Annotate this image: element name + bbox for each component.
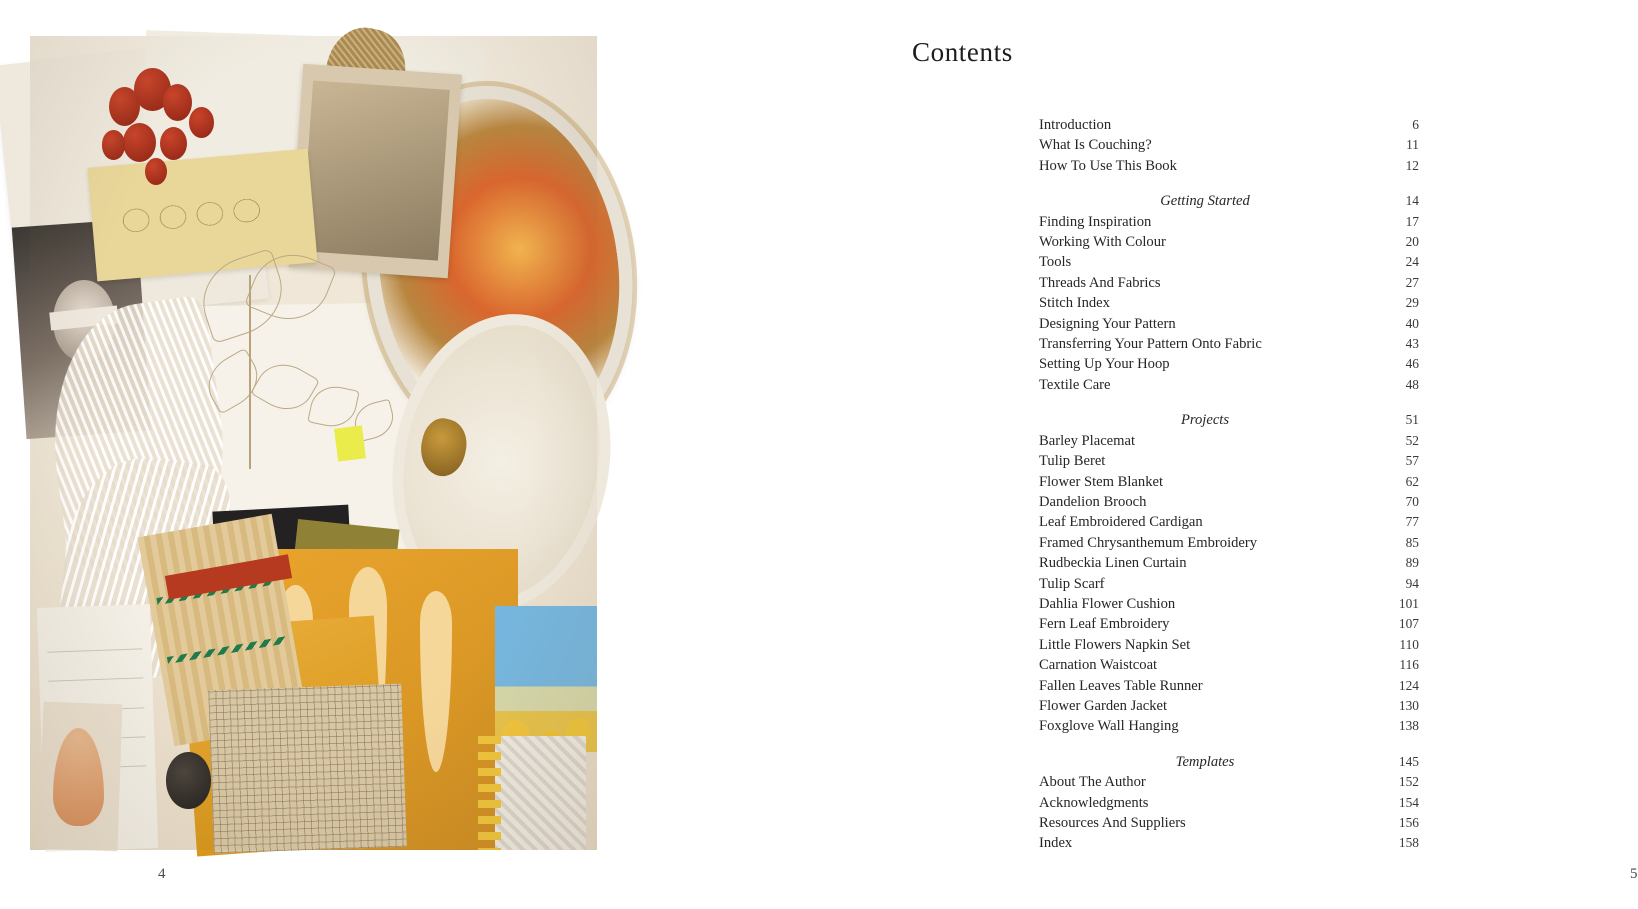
toc-entry-row[interactable] [1039, 696, 1419, 716]
toc-entry-label: Flower Garden Jacket [1039, 697, 1168, 714]
toc-entry-row[interactable] [1039, 492, 1419, 512]
toc-entry-row[interactable] [1039, 314, 1419, 334]
toc-entry-page: 17 [1405, 213, 1419, 229]
toc-entry-page: 94 [1405, 575, 1419, 591]
table-of-contents [1039, 115, 1419, 854]
toc-entry-label: Tools [1039, 254, 1072, 271]
toc-entry-row[interactable] [1039, 334, 1419, 354]
lace-swatch [495, 736, 586, 850]
toc-entry-page: 130 [1398, 697, 1419, 713]
toc-entry-label: Dandelion Brooch [1039, 493, 1147, 510]
toc-entry-row[interactable] [1039, 772, 1419, 792]
toc-spacer [1039, 176, 1419, 191]
moodboard-photo [30, 36, 597, 850]
toc-entry-page: 158 [1398, 835, 1419, 851]
toc-entry-label: Templates [1175, 753, 1235, 770]
toc-entry-label: Little Flowers Napkin Set [1039, 636, 1191, 653]
collage-illustration [30, 36, 597, 850]
toc-entry-row[interactable] [1039, 273, 1419, 293]
toc-entry-label: Tulip Scarf [1039, 575, 1105, 592]
toc-entry-label: Dahlia Flower Cushion [1039, 595, 1176, 612]
toc-entry-label: Leaf Embroidered Cardigan [1039, 514, 1203, 531]
toc-entry-label: Getting Started [1160, 193, 1250, 210]
toc-section-row[interactable] [1039, 191, 1419, 211]
toc-entry-page: 145 [1398, 753, 1419, 769]
toc-entry-row[interactable] [1039, 472, 1419, 492]
toc-section-row[interactable] [1039, 752, 1419, 772]
toc-entry-row[interactable] [1039, 655, 1419, 675]
toc-entry-row[interactable] [1039, 813, 1419, 833]
toc-entry-page: 40 [1405, 315, 1419, 331]
toc-entry-label: Flower Stem Blanket [1039, 473, 1164, 490]
toc-entry-page: 57 [1405, 453, 1419, 469]
botanical-line-drawing [177, 248, 415, 525]
sticky-note-icon [334, 425, 366, 461]
toc-entry-page: 27 [1405, 274, 1419, 290]
toc-entry-label: What Is Couching? [1039, 137, 1152, 154]
toc-entry-label: Stitch Index [1039, 295, 1110, 312]
toc-entry-row[interactable] [1039, 716, 1419, 736]
toc-entry-row[interactable] [1039, 232, 1419, 252]
toc-spacer [1039, 737, 1419, 752]
toc-entry-row[interactable] [1039, 293, 1419, 313]
toc-entry-row[interactable] [1039, 354, 1419, 374]
right-page [722, 0, 1638, 909]
toc-entry-label: Barley Placemat [1039, 432, 1136, 449]
toc-spacer [1039, 395, 1419, 410]
toc-section-row[interactable] [1039, 410, 1419, 430]
postcard-image [302, 80, 450, 260]
toc-entry-row[interactable] [1039, 676, 1419, 696]
dried-flowers-icon [98, 52, 279, 247]
toc-entry-label: Finding Inspiration [1039, 213, 1152, 230]
toc-entry-page: 14 [1405, 193, 1419, 209]
toc-entry-page: 101 [1398, 595, 1419, 611]
toc-entry-page: 48 [1405, 376, 1419, 392]
toc-entry-label: Framed Chrysanthemum Embroidery [1039, 534, 1258, 551]
toc-entry-row[interactable] [1039, 431, 1419, 451]
toc-entry-page: 156 [1398, 815, 1419, 830]
scalloped-trim-swatch [478, 736, 501, 850]
field-photo [495, 606, 597, 753]
toc-entry-label: Acknowledgments [1039, 794, 1149, 811]
toc-entry-label: Introduction [1039, 117, 1112, 133]
toc-entry-page: 24 [1405, 254, 1419, 270]
toc-entry-page: 77 [1405, 514, 1419, 530]
toc-entry-page: 116 [1399, 657, 1419, 673]
toc-entry-page: 12 [1405, 157, 1419, 173]
toc-entry-row[interactable] [1039, 212, 1419, 232]
left-page [0, 0, 722, 909]
toc-entry-page: 124 [1398, 677, 1419, 693]
toc-entry-row[interactable] [1039, 252, 1419, 272]
toc-entry-label: Index [1039, 835, 1073, 852]
toc-entry-page: 6 [1412, 117, 1419, 132]
toc-entry-row[interactable] [1039, 833, 1419, 853]
toc-entry-label: About The Author [1039, 774, 1146, 791]
toc-entry-label: Working With Colour [1039, 234, 1166, 251]
grid-mesh-swatch [209, 684, 407, 853]
toc-entry-page: 20 [1405, 234, 1419, 250]
toc-entry-row[interactable] [1039, 614, 1419, 634]
toc-entry-row[interactable] [1039, 793, 1419, 813]
toc-entry-label: Rudbeckia Linen Curtain [1039, 555, 1187, 572]
toc-entry-label: Fallen Leaves Table Runner [1039, 677, 1203, 694]
toc-entry-label: Resources And Suppliers [1039, 815, 1186, 831]
toc-entry-page: 51 [1405, 412, 1419, 428]
toc-entry-page: 70 [1405, 493, 1419, 509]
toc-entry-page: 154 [1398, 794, 1419, 810]
toc-entry-label: Tulip Beret [1039, 453, 1106, 470]
toc-entry-row[interactable] [1039, 156, 1419, 176]
toc-entry-row[interactable] [1039, 553, 1419, 573]
toc-entry-label: Transferring Your Pattern Onto Fabric [1039, 336, 1262, 353]
toc-entry-page: 152 [1398, 774, 1419, 790]
toc-entry-row[interactable] [1039, 135, 1419, 155]
page-title: Contents [912, 37, 1013, 67]
toc-entry-page: 52 [1405, 432, 1419, 448]
toc-entry-row[interactable] [1039, 451, 1419, 471]
toc-entry-page: 107 [1398, 616, 1419, 632]
toc-entry-label: Fern Leaf Embroidery [1039, 616, 1170, 633]
toc-entry-label: How To Use This Book [1039, 157, 1177, 174]
toc-entry-page: 11 [1406, 137, 1419, 153]
toc-entry-label: Setting Up Your Hoop [1039, 356, 1170, 373]
toc-entry-page: 89 [1405, 555, 1419, 571]
toc-entry-page: 62 [1405, 473, 1419, 489]
page-number-right: 5 [1630, 866, 1638, 882]
toc-entry-page: 85 [1405, 534, 1419, 550]
toc-entry-page: 110 [1399, 636, 1419, 652]
toc-entry-page: 138 [1398, 718, 1419, 734]
toc-entry-row[interactable] [1039, 375, 1419, 395]
toc-entry-label: Threads And Fabrics [1039, 274, 1161, 291]
toc-entry-page: 29 [1405, 295, 1419, 311]
toc-entry-row[interactable] [1039, 594, 1419, 614]
toc-entry-row[interactable] [1039, 574, 1419, 594]
toc-entry-row[interactable] [1039, 512, 1419, 532]
toc-entry-label: Carnation Waistcoat [1039, 657, 1158, 674]
page-number-left: 4 [158, 866, 166, 882]
toc-entry-label: Foxglove Wall Hanging [1039, 718, 1179, 735]
toc-entry-row[interactable] [1039, 115, 1419, 135]
toc-entry-label: Designing Your Pattern [1039, 315, 1176, 332]
toc-entry-row[interactable] [1039, 533, 1419, 553]
toc-entry-label: Textile Care [1039, 376, 1111, 393]
toc-entry-row[interactable] [1039, 635, 1419, 655]
toc-entry-label: Projects [1180, 412, 1230, 429]
toc-entry-page: 46 [1405, 356, 1419, 372]
toc-entry-page: 43 [1405, 336, 1419, 352]
